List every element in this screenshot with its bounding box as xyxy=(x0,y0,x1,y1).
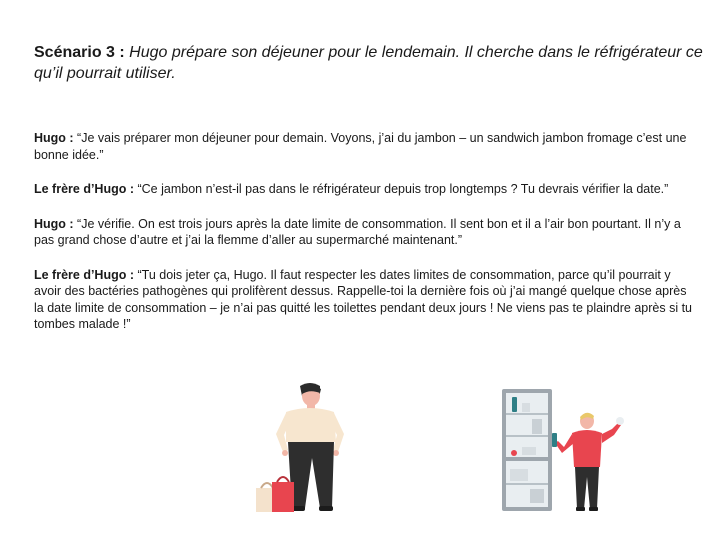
speech-text: “Ce jambon n’est-il pas dans le réfrigérateur depuis trop longtemps ? Tu devrais vérifier la date.” xyxy=(134,182,669,196)
scenario-description: Hugo prépare son déjeuner pour le lendemain. Il cherche dans le réfrigérateur ce qu’il pourrait utiliser. xyxy=(34,44,703,82)
dialogue xyxy=(34,130,694,351)
scenario-label: Scénario 3 : xyxy=(34,44,125,61)
dialogue-line xyxy=(34,130,694,163)
man-with-shopping-bags-icon xyxy=(250,380,360,515)
speech-text: “Je vérifie. On est trois jours après la date limite de consommation. Il sent bon et il a l’air bon pourtant. Il n’y a pas grand chose d’autre et j’ai la flemme d’aller au supermarché maintenant.” xyxy=(34,216,681,247)
scenario-title xyxy=(34,42,704,84)
speaker-name: Le frère d’Hugo : xyxy=(34,267,135,282)
speaker-name: Le frère d’Hugo : xyxy=(34,182,135,196)
dialogue-line xyxy=(34,181,694,198)
speech-text: “Tu dois jeter ça, Hugo. Il faut respecter les dates limites de consommation, parce qu’il pourrait y avoir des bactéries pathogènes qui prolifèrent dessus. Rappelle-toi la dernière fois où j’ai mangé quelque chose après la date limite de consommation – je n’ai pas quitté les toilettes pendant deux jours ! Ne viens pas te plaindre après si tu tombes malade !” xyxy=(34,267,693,331)
dialogue-line xyxy=(34,267,694,333)
speech-text: “Je vais préparer mon déjeuner pour demain. Voyons, j’ai du jambon – un sandwich jambon fromage c’est une bonne idée.” xyxy=(34,131,687,162)
fridge-icon xyxy=(500,385,625,515)
speaker-name: Hugo : xyxy=(34,131,74,145)
man-holding-food-icon xyxy=(552,413,624,511)
dialogue-line xyxy=(34,216,694,249)
speaker-name: Hugo : xyxy=(34,216,74,231)
